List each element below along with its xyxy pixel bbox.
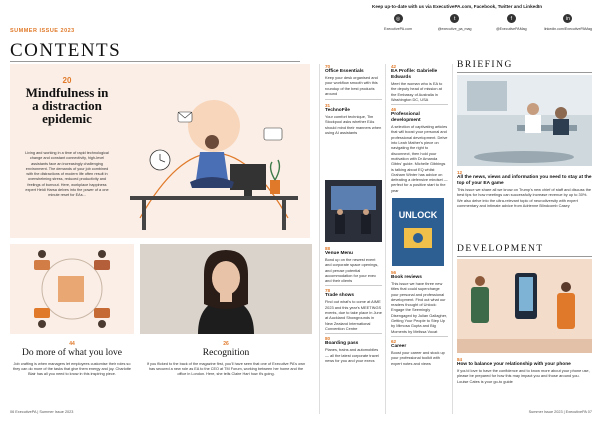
portrait-photo	[140, 244, 312, 334]
briefing-heading: BRIEFING	[457, 60, 513, 70]
social-web[interactable]	[372, 14, 424, 31]
item-body: Meet the woman who is EA to the deputy head of mission at the Embassy of Australia in Washington DC, USA	[391, 81, 443, 102]
item-number: 31	[325, 103, 331, 109]
item-title[interactable]: TechnoFile	[325, 108, 350, 114]
social-prompt: Keep up-to-date with us via ExecutivePA.com, Facebook, Twitter and LinkedIn	[372, 4, 543, 9]
item-number: 78	[325, 288, 331, 294]
item-number: 70	[325, 64, 331, 69]
book-cover	[392, 198, 444, 266]
item-body: Bond up on the newest event and corporate space openings, and peruse potential accommodation for your exec and their clients	[325, 257, 379, 284]
web-icon: ◎	[394, 14, 403, 23]
social-handle: ExecutivePA.com	[384, 27, 412, 31]
desk	[130, 196, 298, 200]
item-title[interactable]: Professional development	[391, 112, 421, 124]
item-body: Keep your desk organised and your workflow smooth with this roundup of the best products around	[325, 75, 378, 96]
feature-page-number: 20	[62, 76, 72, 85]
item-title[interactable]: How to balance your relationship with your phone	[457, 362, 571, 367]
item-body: Boost your career and stock up your professional toolkit with expert notes and views	[391, 349, 445, 366]
item-body: Your comfort technique, Tim Stockpool asks whether EAs should mind their manners when using AI assistants	[325, 114, 382, 136]
footer-left: 06 ExecutivePA | Summer Issue 2023	[10, 410, 74, 414]
person-head	[205, 135, 219, 149]
item-title[interactable]: Boarding pass	[325, 341, 359, 347]
item-title[interactable]: Book reviews	[391, 275, 422, 280]
social-facebook[interactable]	[485, 14, 537, 31]
item-number: 62	[391, 338, 397, 344]
item-number: 80	[325, 336, 331, 342]
social-links	[372, 14, 594, 31]
item-body: This issue we share all we know on Trump's new chief of staff and discuss the best tips for how meetings can successfully increase revenue by up to 30%. We also delve into the ultra-relevant topic of neurodiversity with expert commentary and intimate advice from Adrienne Blindcomb Casey	[457, 187, 592, 208]
meditation-illustration	[120, 68, 308, 236]
page-title: CONTENTS	[10, 40, 122, 61]
item-body: If you'd love to have the confidence and to know more about your phone use, please be prepared for how this may impact you and those around you. Louise Cates is your go-to guide	[457, 368, 590, 384]
item-number: 46	[391, 107, 397, 113]
article-title-job-crafting[interactable]: Do more of what you love	[22, 348, 122, 358]
item-title[interactable]: All the news, views and information you need to stay at the top of your EA game	[457, 175, 592, 186]
facebook-icon: f	[507, 14, 516, 23]
contents-column-1-lower	[325, 246, 382, 363]
contents-column-1	[325, 64, 382, 135]
person-body	[196, 152, 228, 180]
feature-title[interactable]: Mindfulness in a distraction epidemic	[25, 85, 109, 126]
item-body: Find out what's to come at AIME 2023 and this year's MEETINGS events, due to take place in June at Auckland Showgrounds in New Zealand International Convention Centre	[325, 299, 382, 331]
linkedin-icon: in	[563, 14, 572, 23]
item-title[interactable]: Trade shows	[325, 293, 355, 299]
item-body: This issue we have three new titles that could supercharge your personal and professional development. Find out what our readers thought of Unlock: Engage the Seemingly Disengaged by Julian Gallagher, Getting Your People to Step Up by Mimosa Gupta and Big Moments by Melissa Vocat	[391, 281, 448, 334]
phone-illustration	[457, 259, 592, 353]
social-handle: linkedin.com/ExecutivePAMag	[543, 27, 592, 31]
development-heading: DEVELOPMENT	[457, 244, 544, 254]
item-body: Planes, trains and automobiles — all the latest corporate travel news for you and your execs	[325, 347, 379, 363]
item-title[interactable]: Career	[391, 343, 407, 349]
plant-pot	[270, 180, 280, 194]
footer-right: Summer Issue 2023 | ExecutivePA 07	[528, 410, 592, 414]
article-page-number: 26	[223, 341, 229, 347]
article-summary: If you flicked to the back of the magazine first, you'll have seen that one of Executive PA's own has secured a new role as EA to the CEO at TM Forum, working between her home and the office in London. Here, she tells Claire Hart how it's going.	[146, 362, 306, 377]
item-title[interactable]: EA Profile: Gabrielle Edwards	[391, 69, 438, 80]
item-number: 84	[457, 357, 463, 362]
item-body: A selection of captivating articles that will boost your personal and professional development. Delve into Leah Mather's piece on navigating the right to disconnect, then hold your motivation with Dr Amanda Gibbs' guide. Michelle Gibbings is talking about EQ whilst Graham Winter has advice on defeating a defensive mindset — perfect for a positive start to the year	[391, 124, 448, 193]
item-number: 12	[457, 170, 463, 175]
item-title[interactable]: Venue Menu	[325, 251, 353, 256]
puzzle-illustration	[10, 244, 134, 334]
social-handle: @executive_pa_mag	[437, 27, 472, 31]
article-summary: Job crafting is when managers let employees customise their roles so they can do more of the tasks that give them energy and joy. Charlotte Blair has all you need to know in this inspiring piece.	[13, 362, 131, 377]
book-title: UNLOCK	[398, 210, 438, 220]
item-title[interactable]: Office Essentials	[325, 69, 364, 74]
feature-summary: Living and working in a time of rapid technological change and constant connectivity, high-level assistants face an increasingly challenging environment. The demands of your job combined with the distractions of modern life often result in overwhelming stress, reduced productivity and feelings of burnout. Here, workplace happiness expert Heidi Harsa delves into the power of a one minute reset for EAs...	[25, 151, 109, 198]
briefing-item	[457, 170, 592, 208]
social-handle: @ExecutivePAMag	[495, 27, 527, 31]
item-number: 88	[325, 246, 331, 251]
item-number: 42	[391, 64, 397, 69]
contents-column-2	[391, 64, 448, 193]
title-divider	[10, 61, 300, 62]
monitor-stand	[244, 190, 252, 196]
development-item	[457, 357, 592, 384]
social-linkedin[interactable]	[542, 14, 594, 31]
article-page-number: 44	[69, 341, 75, 347]
twitter-icon: t	[450, 14, 459, 23]
social-twitter[interactable]	[429, 14, 481, 31]
contents-column-2-lower	[391, 270, 448, 366]
event-photo	[325, 180, 382, 242]
monitor	[230, 164, 266, 190]
message-bubble-icon	[264, 128, 282, 140]
office-photo	[457, 75, 592, 166]
issue-label: SUMMER ISSUE 2023	[10, 28, 75, 34]
article-title-recognition[interactable]: Recognition	[202, 348, 250, 358]
item-number: 56	[391, 270, 397, 275]
